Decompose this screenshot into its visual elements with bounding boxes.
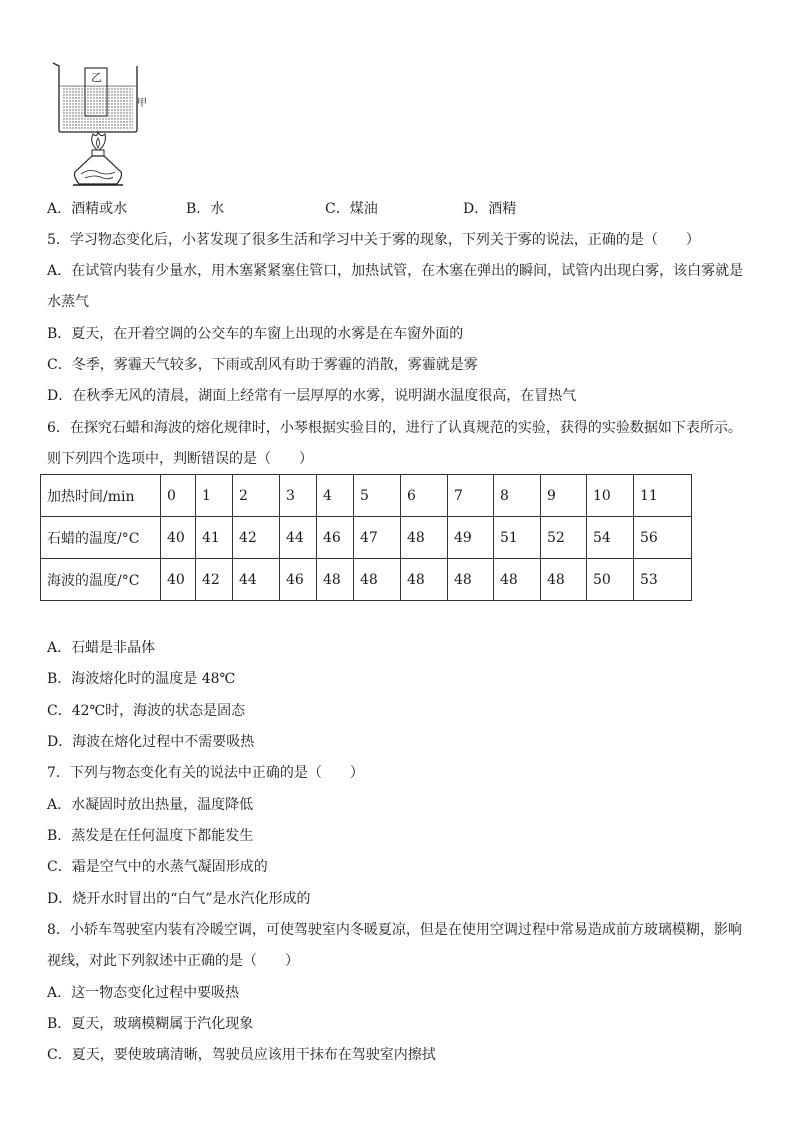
table-cell: 49 xyxy=(448,517,494,559)
q8-option-a: A．这一物态变化过程中要吸热 xyxy=(47,985,240,1001)
table-row-hypo xyxy=(41,559,692,601)
table-cell: 52 xyxy=(541,517,587,559)
row-header: 加热时间/min xyxy=(41,475,161,517)
row-header: 海波的温度/°C xyxy=(41,559,161,601)
table-cell: 5 xyxy=(354,475,401,517)
table-cell: 0 xyxy=(161,475,196,517)
q6-option-a: A．石蜡是非晶体 xyxy=(47,640,156,656)
beaker-and-lamp-figure xyxy=(45,58,160,190)
table-cell: 48 xyxy=(541,559,587,601)
q8-option-b: B．夏天，玻璃模糊属于汽化现象 xyxy=(47,1016,254,1032)
table-cell: 6 xyxy=(401,475,448,517)
table-row-paraffin xyxy=(41,517,692,559)
melting-data-table xyxy=(40,474,692,601)
table-cell: 48 xyxy=(401,517,448,559)
q5-option-c: C．冬季，雾霾天气较多，下雨或刮风有助于雾霾的消散，雾霾就是雾 xyxy=(47,357,478,373)
table-cell: 47 xyxy=(354,517,401,559)
table-cell: 48 xyxy=(401,559,448,601)
q6-option-c: C．42℃时，海波的状态是固态 xyxy=(47,703,246,719)
table-cell: 51 xyxy=(494,517,541,559)
table-cell: 54 xyxy=(587,517,634,559)
q7-stem: 7．下列与物态变化有关的说法中正确的是（ ） xyxy=(47,765,364,781)
table-cell: 48 xyxy=(448,559,494,601)
q7-option-b: B．蒸发是在任何温度下都能发生 xyxy=(47,828,254,844)
table-cell: 44 xyxy=(233,559,280,601)
q4-option-c: C．煤油 xyxy=(325,201,378,217)
table-cell: 8 xyxy=(494,475,541,517)
q7-option-c: C．霜是空气中的水蒸气凝固形成的 xyxy=(47,859,268,875)
table-cell: 4 xyxy=(317,475,354,517)
q8-option-c: C．夏天，要使玻璃清晰，驾驶员应该用干抹布在驾驶室内擦拭 xyxy=(47,1047,436,1063)
table-cell: 53 xyxy=(634,559,692,601)
q7-option-a: A．水凝固时放出热量，温度降低 xyxy=(47,797,254,813)
table-cell: 56 xyxy=(634,517,692,559)
q8-stem-line1: 8．小轿车驾驶室内装有冷暖空调，可使驾驶室内冬暖夏凉，但是在使用空调过程中常易造成前方玻璃模糊，影响 xyxy=(47,922,742,938)
q4-options xyxy=(47,199,747,219)
q6-stem-line1: 6．在探究石蜡和海波的熔化规律时，小琴根据实验目的，进行了认真规范的实验，获得的实验数据如下表所示。 xyxy=(47,420,742,436)
label-yi: 乙 xyxy=(91,71,102,84)
q5-option-b: B．夏天，在开着空调的公交车的车窗上出现的水雾是在车窗外面的 xyxy=(47,326,464,342)
table-cell: 11 xyxy=(634,475,692,517)
q4-option-b: B．水 xyxy=(186,201,225,217)
table-cell: 42 xyxy=(196,559,233,601)
table-cell: 50 xyxy=(587,559,634,601)
beaker-and-lamp-drawing xyxy=(45,58,160,190)
q5-option-a-line2: 水蒸气 xyxy=(47,294,89,310)
table-cell: 40 xyxy=(161,559,196,601)
q4-option-a: A．酒精或水 xyxy=(47,201,128,217)
table-cell: 41 xyxy=(196,517,233,559)
table-cell: 48 xyxy=(354,559,401,601)
table-cell: 48 xyxy=(494,559,541,601)
q6-option-d: D．海波在熔化过程中不需要吸热 xyxy=(47,734,255,750)
q5-option-a-line1: A．在试管内装有少量水，用木塞紧紧塞住管口，加热试管，在木塞在弹出的瞬间，试管内出现白雾，该白雾就是 xyxy=(47,263,744,279)
row-header: 石蜡的温度/°C xyxy=(41,517,161,559)
label-jia: 甲 xyxy=(137,98,147,109)
table-cell: 44 xyxy=(280,517,317,559)
table-cell: 46 xyxy=(317,517,354,559)
table-cell: 9 xyxy=(541,475,587,517)
table-cell: 2 xyxy=(233,475,280,517)
q7-option-d: D．烧开水时冒出的“白气”是水汽化形成的 xyxy=(47,891,311,907)
q5-option-d: D．在秋季无风的清晨，湖面上经常有一层厚厚的水雾，说明湖水温度很高，在冒热气 xyxy=(47,388,577,404)
q6-stem-line2: 则下列四个选项中，判断错误的是（ ） xyxy=(47,451,313,467)
table-cell: 48 xyxy=(317,559,354,601)
table-cell: 42 xyxy=(233,517,280,559)
q5-stem: 5．学习物态变化后，小茗发现了很多生活和学习中关于雾的现象，下列关于雾的说法，正确的是（ ） xyxy=(47,232,700,248)
table-cell: 46 xyxy=(280,559,317,601)
flame xyxy=(92,132,106,150)
table-cell: 1 xyxy=(196,475,233,517)
q8-stem-line2: 视线，对此下列叙述中正确的是（ ） xyxy=(47,953,299,969)
q6-option-b: B．海波熔化时的温度是 48℃ xyxy=(47,671,236,687)
q4-option-d: D．酒精 xyxy=(463,201,517,217)
table-cell: 3 xyxy=(280,475,317,517)
alcohol-lamp xyxy=(73,150,123,185)
table-row-time xyxy=(41,475,692,517)
table-cell: 10 xyxy=(587,475,634,517)
table-cell: 40 xyxy=(161,517,196,559)
table-cell: 7 xyxy=(448,475,494,517)
